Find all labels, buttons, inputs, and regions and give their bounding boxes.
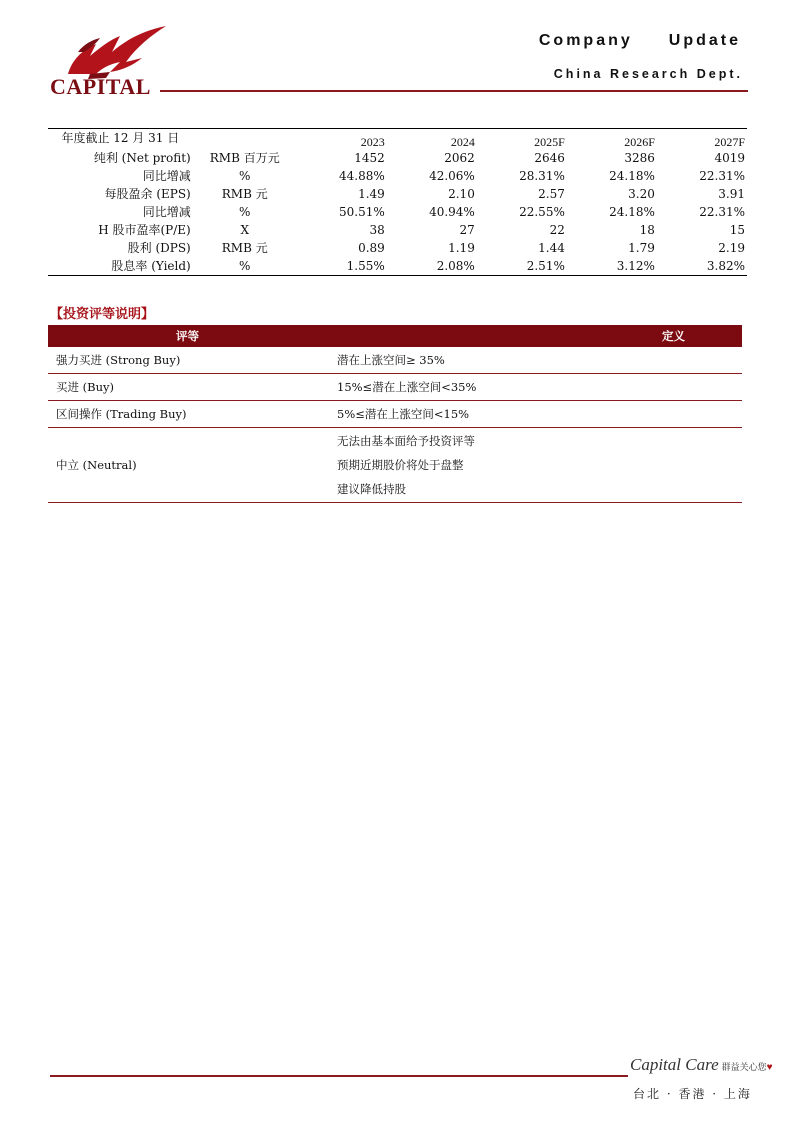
row-label: 同比增减 xyxy=(142,205,191,219)
table-row xyxy=(48,428,742,503)
cell-value: 2.08% xyxy=(387,257,477,276)
cell-value: 28.31% xyxy=(519,169,565,183)
cell-value: 3.12% xyxy=(567,257,657,276)
rating-definition: 潜在上涨空间≥ 35% xyxy=(327,347,742,374)
cell-value: 15 xyxy=(729,223,745,237)
cell-value: 38 xyxy=(369,223,385,237)
fiscal-year-label: 年度截止 12 月 31 日 xyxy=(48,129,193,150)
rating-name: 中立 (Neutral) xyxy=(48,428,327,503)
rating-definition: 5%≤潜在上涨空间<15% xyxy=(327,401,742,428)
cell-value: 22 xyxy=(549,223,565,237)
cell-value: 1.79 xyxy=(628,241,655,255)
table-row xyxy=(48,374,742,401)
row-unit: % xyxy=(193,257,297,276)
row-unit: X xyxy=(240,223,250,237)
title-word-company: Company xyxy=(538,32,633,49)
cell-value: 2.19 xyxy=(718,241,745,255)
cell-value: 1.55% xyxy=(297,257,387,276)
logo-text: CAPITAL xyxy=(50,74,151,99)
row-unit: RMB 元 xyxy=(221,187,268,201)
cell-value: 18 xyxy=(639,223,655,237)
row-unit: RMB 元 xyxy=(221,241,268,255)
cell-value: 24.18% xyxy=(609,205,655,219)
cell-value: 50.51% xyxy=(339,205,385,219)
cell-value: 3.91 xyxy=(718,187,745,201)
brand-name: Capital Care xyxy=(630,1055,719,1074)
cell-value: 2.57 xyxy=(538,187,565,201)
column-header-rating: 评等 xyxy=(48,325,327,347)
row-label: 每股盈余 (EPS) xyxy=(104,187,191,201)
table-row xyxy=(48,149,747,167)
row-label: 同比增减 xyxy=(142,169,191,183)
cell-value: 22.31% xyxy=(699,169,745,183)
cell-value: 24.18% xyxy=(609,169,655,183)
row-label: 股利 (DPS) xyxy=(127,241,191,255)
cell-value: 22.31% xyxy=(699,205,745,219)
header-divider xyxy=(160,90,748,92)
table-row xyxy=(48,221,747,239)
rating-name: 区间操作 (Trading Buy) xyxy=(48,401,327,428)
definition-line: 无法由基本面给予投资评等 xyxy=(337,434,475,448)
row-unit: % xyxy=(239,205,251,219)
year-header: 2024 xyxy=(387,129,477,150)
table-row xyxy=(48,401,742,428)
table-row xyxy=(48,203,747,221)
row-label: 股息率 (Yield) xyxy=(48,257,193,276)
table-row xyxy=(48,257,747,276)
department-subtitle: China Research Dept. xyxy=(553,67,743,81)
rating-name: 强力买进 (Strong Buy) xyxy=(48,347,327,374)
report-type-title xyxy=(539,32,741,50)
footer-divider xyxy=(50,1075,628,1077)
footer-brand xyxy=(630,1055,773,1075)
cell-value: 1.19 xyxy=(448,241,475,255)
cell-value: 2.10 xyxy=(448,187,475,201)
cell-value: 44.88% xyxy=(339,169,385,183)
row-unit: RMB 百万元 xyxy=(209,151,280,165)
cell-value: 2646 xyxy=(534,151,565,165)
cell-value: 2.51% xyxy=(477,257,567,276)
year-header: 2023 xyxy=(297,129,387,150)
rating-definition-table xyxy=(48,325,742,503)
cell-value: 0.89 xyxy=(358,241,385,255)
year-header: 2025F xyxy=(477,129,567,150)
table-row xyxy=(48,239,747,257)
year-header: 2026F xyxy=(567,129,657,150)
cell-value: 27 xyxy=(459,223,475,237)
rating-section-title: 【投资评等说明】 xyxy=(50,307,155,322)
cell-value: 4019 xyxy=(714,151,745,165)
heart-icon: ♥ xyxy=(766,1062,773,1073)
table-row xyxy=(48,167,747,185)
rating-definition xyxy=(327,428,742,503)
definition-line: 预期近期股价将处于盘整 xyxy=(337,458,464,472)
footer-cities: 台北 · 香港 · 上海 xyxy=(633,1087,752,1101)
title-word-update: Update xyxy=(668,32,741,49)
year-header: 2027F xyxy=(657,129,747,150)
row-label: 纯利 (Net profit) xyxy=(93,151,191,165)
cell-value: 40.94% xyxy=(429,205,475,219)
cell-value: 1.44 xyxy=(538,241,565,255)
cell-value: 42.06% xyxy=(429,169,475,183)
financial-summary-table xyxy=(48,128,747,276)
cell-value: 3.20 xyxy=(628,187,655,201)
cell-value: 1.49 xyxy=(358,187,385,201)
table-header-row xyxy=(48,129,747,150)
cell-value: 1452 xyxy=(354,151,385,165)
definition-line: 建议降低持股 xyxy=(337,482,406,496)
rating-table-header xyxy=(48,325,742,347)
table-row xyxy=(48,347,742,374)
brand-slogan: 群益关心您 xyxy=(721,1062,767,1072)
row-label: H 股市盈率(P/E) xyxy=(98,223,191,237)
cell-value: 3.82% xyxy=(657,257,747,276)
cell-value: 3286 xyxy=(624,151,655,165)
row-unit: % xyxy=(239,169,251,183)
table-row xyxy=(48,185,747,203)
column-header-definition: 定义 xyxy=(327,325,742,347)
cell-value: 2062 xyxy=(444,151,475,165)
cell-value: 22.55% xyxy=(519,205,565,219)
rating-name: 买进 (Buy) xyxy=(48,374,327,401)
rating-definition: 15%≤潜在上涨空间<35% xyxy=(327,374,742,401)
